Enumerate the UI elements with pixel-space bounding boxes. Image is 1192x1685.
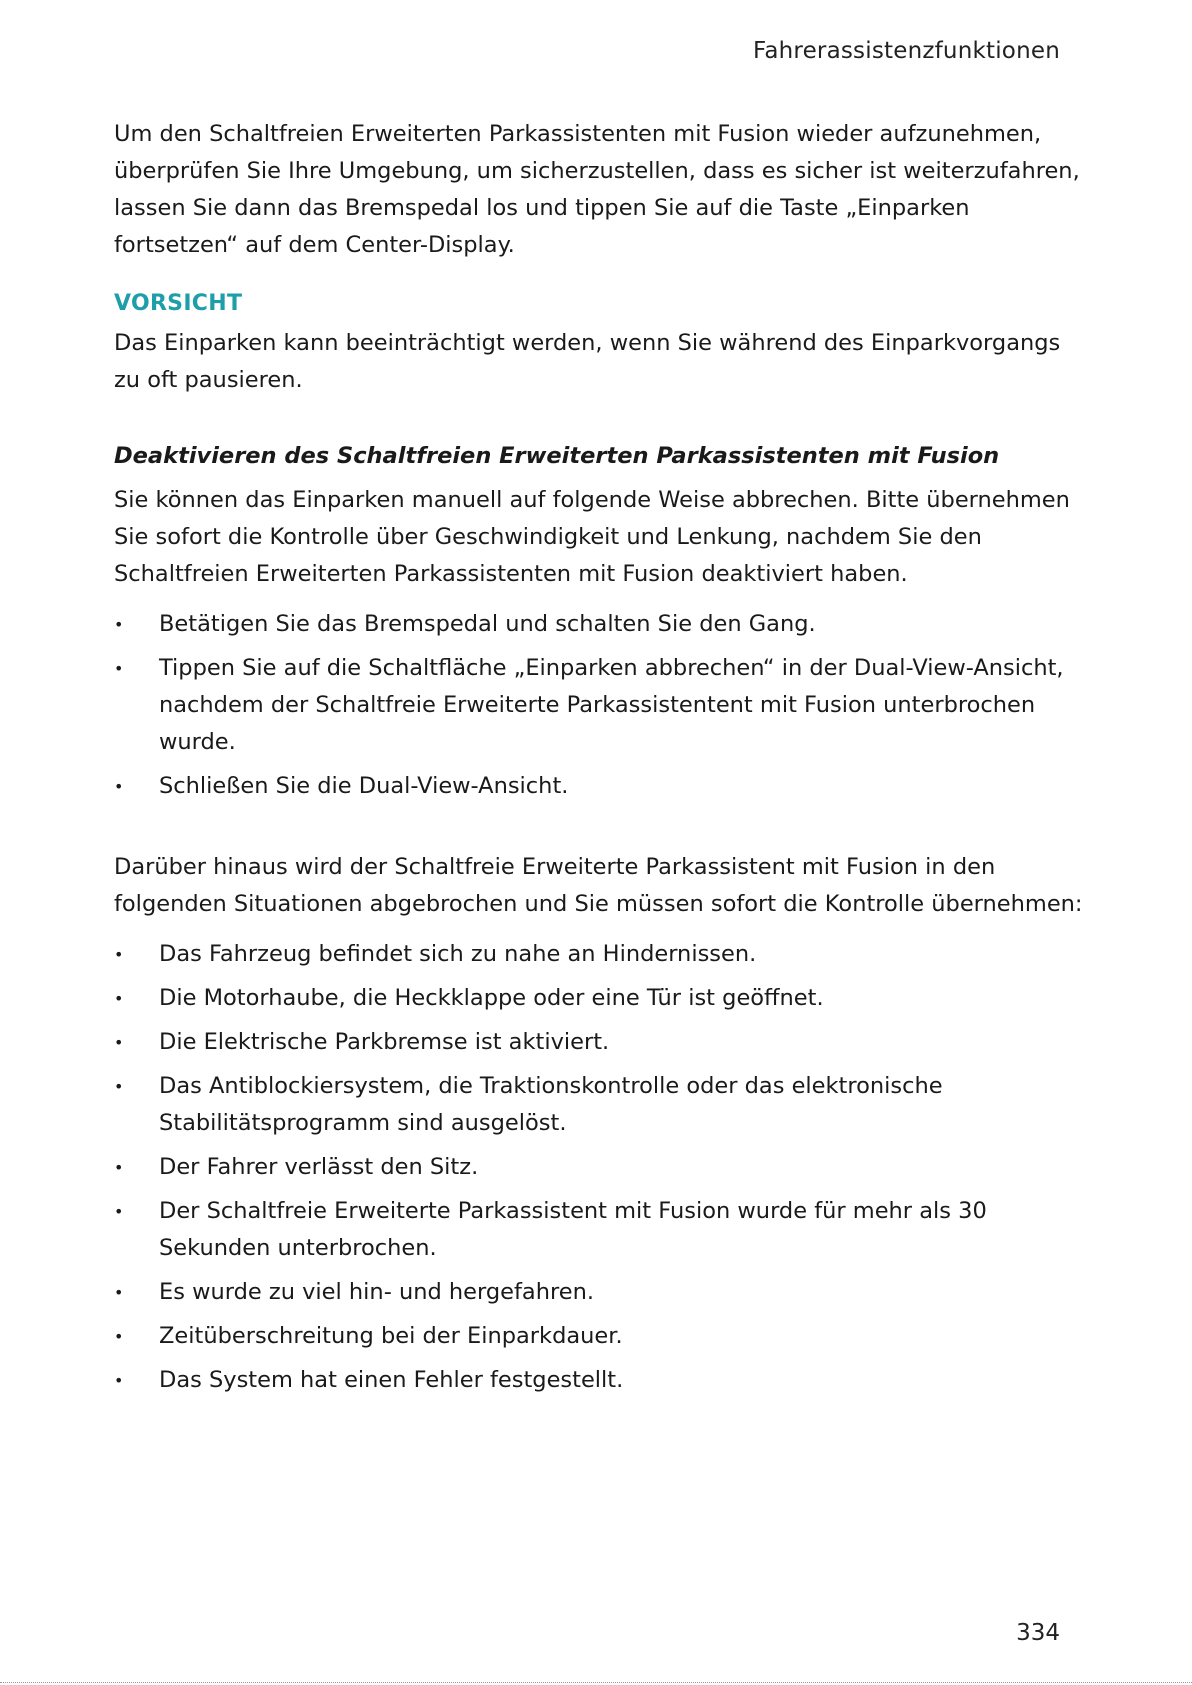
deactivate-paragraph: Sie können das Einparken manuell auf folgende Weise abbrechen. Bitte übernehmen Sie sofort die Kontrolle über Geschwindigkeit und Lenkung, nachdem Sie den Schaltfreien Erweiterten Parkassistenten mit Fusion deaktiviert haben. — [114, 487, 1070, 587]
bullet-icon: • — [114, 1158, 124, 1177]
bullet-icon: • — [114, 1077, 124, 1096]
list-item-text: Tippen Sie auf die Schaltfläche „Einparken abbrechen“ in der Dual-View-Ansicht, nachdem der Schaltfreie Erweiterte Parkassistentent mit Fusion unterbrochen wurde. — [159, 655, 1064, 755]
list-item-text: Betätigen Sie das Bremspedal und schalten Sie den Gang. — [159, 611, 816, 637]
list-item — [114, 980, 1084, 1017]
list-item — [114, 1274, 1084, 1311]
list-item — [114, 936, 1084, 973]
section-subheading: Deaktivieren des Schaltfreien Erweiterten Parkassistenten mit Fusion — [114, 443, 1000, 469]
caution-label: VORSICHT — [114, 291, 243, 316]
list-item — [114, 1318, 1084, 1355]
list-item-text: Das Fahrzeug befindet sich zu nahe an Hindernissen. — [159, 941, 757, 967]
list-item — [114, 1362, 1084, 1399]
caution-text: Das Einparken kann beeinträchtigt werden, wenn Sie während des Einparkvorgangs zu oft pausieren. — [114, 330, 1061, 393]
list-item-text: Die Motorhaube, die Heckklappe oder eine Tür ist geöffnet. — [159, 985, 824, 1011]
list-item-text: Das Antiblockiersystem, die Traktionskontrolle oder das elektronische Stabilitätsprogramm sind ausgelöst. — [159, 1073, 943, 1136]
bullet-icon: • — [114, 777, 124, 796]
auto-cancel-paragraph: Darüber hinaus wird der Schaltfreie Erweiterte Parkassistent mit Fusion in den folgenden Situationen abgebrochen und Sie müssen sofort die Kontrolle übernehmen: — [114, 854, 1083, 917]
bullet-icon: • — [114, 1283, 124, 1302]
bullet-icon: • — [114, 1327, 124, 1346]
list-item-text: Der Schaltfreie Erweiterte Parkassistent mit Fusion wurde für mehr als 30 Sekunden unterbrochen. — [159, 1198, 987, 1261]
bullet-icon: • — [114, 1371, 124, 1390]
list-item — [114, 1068, 1084, 1142]
page-number: 334 — [1016, 1620, 1060, 1646]
list-item-text: Schließen Sie die Dual-View-Ansicht. — [159, 773, 569, 799]
list-item — [114, 650, 1084, 761]
bullet-icon: • — [114, 1202, 124, 1221]
list-item-text: Die Elektrische Parkbremse ist aktiviert. — [159, 1029, 610, 1055]
bullet-icon: • — [114, 1033, 124, 1052]
resume-paragraph: Um den Schaltfreien Erweiterten Parkassistenten mit Fusion wieder aufzunehmen, überprüfen Sie Ihre Umgebung, um sicherzustellen, dass es sicher ist weiterzufahren, lassen Sie dann das Bremspedal los und tippen Sie auf die Taste „Einparken fortsetzen“ auf dem Center-Display. — [114, 121, 1080, 258]
list-item-text: Der Fahrer verlässt den Sitz. — [159, 1154, 479, 1180]
list-item — [114, 606, 1084, 643]
manual-cancel-list — [114, 606, 1084, 805]
list-item-text: Zeitüberschreitung bei der Einparkdauer. — [159, 1323, 623, 1349]
list-item — [114, 1149, 1084, 1186]
bullet-icon: • — [114, 615, 124, 634]
auto-cancel-list — [114, 936, 1084, 1399]
list-item-text: Das System hat einen Fehler festgestellt. — [159, 1367, 624, 1393]
page-content — [114, 116, 1084, 1399]
list-item-text: Es wurde zu viel hin- und hergefahren. — [159, 1279, 594, 1305]
list-item — [114, 768, 1084, 805]
bullet-icon: • — [114, 945, 124, 964]
list-item — [114, 1024, 1084, 1061]
bullet-icon: • — [114, 659, 124, 678]
list-item — [114, 1193, 1084, 1267]
running-header: Fahrerassistenzfunktionen — [753, 38, 1060, 64]
bullet-icon: • — [114, 989, 124, 1008]
